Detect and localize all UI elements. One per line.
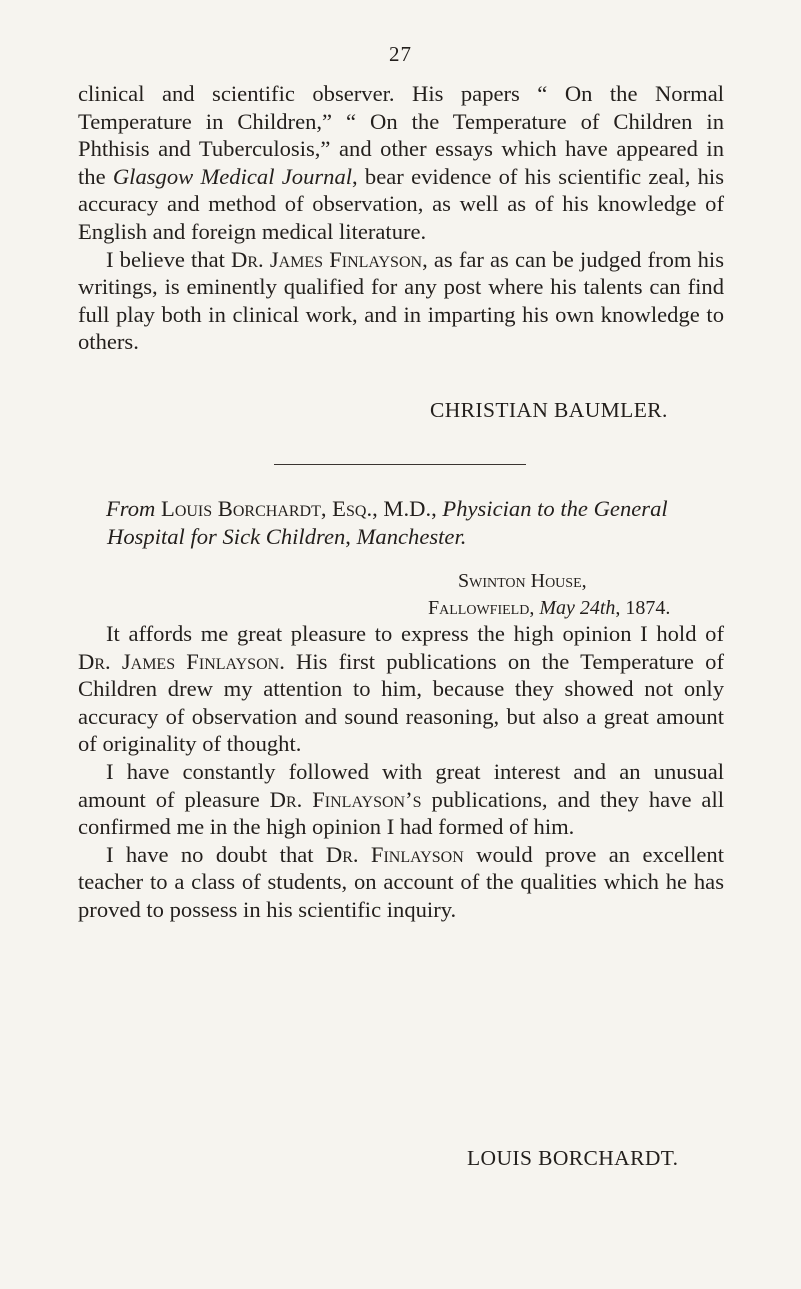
text-run: I have no doubt that [106,841,326,867]
letter2-heading [78,495,724,551]
text-run: Dr. Finlayson [325,841,464,867]
text-run: . His first publications on the Temperature of Children drew my attention to him, because they showed not only accuracy of observation and sound reasoning, but also a great amount of originality of thought. [78,648,724,757]
text-run: From [106,496,156,521]
text-run: It affords me great pleasure to express the high opinion I hold of [106,621,724,646]
letter2-paragraph-3 [78,841,724,924]
letter1-signature: CHRISTIAN BAUMLER. [430,398,668,422]
text-run: Physician to the General [442,496,668,521]
letter2-address [428,568,671,622]
text-run: Hospital for Sick Children [107,524,346,549]
letter2-signature: LOUIS BORCHARDT. [467,1146,679,1170]
text-run: Swinton House, [458,570,587,592]
text-run: would prove an excellent teacher to a class of students, on account of the qualities which he has proved to possess in his scientific inquiry. [78,841,725,922]
text-run: Dr. James Finlayson [231,246,423,272]
text-run: Louis Borchardt, Esq., [155,496,384,521]
letter1-paragraph-2 [78,246,724,356]
text-run: Fallowfield, [428,597,540,619]
text-run: Manchester. [356,524,467,549]
letter2-heading-line-2 [78,523,724,551]
text-run: Dr. Finlayson’s [269,786,422,812]
page-number: 27 [389,42,412,66]
text-run: , [431,496,443,521]
address-line-2 [428,595,670,622]
letter2-paragraph-2 [78,758,724,841]
text-run: Dr. James Finlayson [78,648,280,674]
text-run: , 1874. [615,597,671,619]
text-run: Glasgow Medical Journal [112,163,353,189]
section-divider [274,464,526,465]
address-line-1 [458,568,670,595]
text-run: clinical and scientific observer. His papers “ On the Normal Temperature in Children,” “ On the Temperature of Children in Phthisis and Tuberculosis,” and other essays which have appeared in the [78,81,724,189]
text-run: publications, and they have all confirmed me in the high opinion I had formed of him. [78,786,725,840]
text-run: I have constantly followed with great interest and an unusual amount of pleasure [78,758,724,812]
letter2-heading-line-1 [78,495,724,523]
letter2-body [78,620,724,924]
text-run: , as far as can be judged from his writings, is eminently qualified for any post where his talents can find full play both in clinical work, and in imparting his own knowledge to others. [78,246,724,355]
letter1-body [78,80,724,356]
text-run: , [345,524,357,549]
text-run: M.D. [383,496,432,521]
text-run: I believe that [106,246,232,272]
text-run: , bear evidence of his scientific zeal, his accuracy and method of observation, as well as of his knowledge of English and foreign medical literature. [78,163,724,244]
letter1-paragraph-1 [78,80,724,246]
text-run: May 24th [539,597,616,619]
letter2-paragraph-1 [78,620,724,758]
